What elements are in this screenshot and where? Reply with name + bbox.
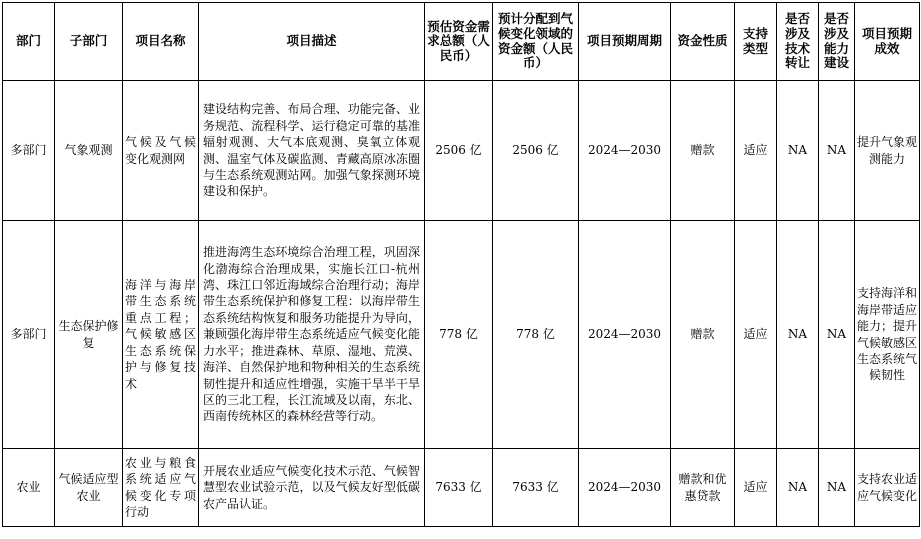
table-row — [3, 221, 920, 449]
header-row — [3, 3, 920, 81]
cell-project-description: 开展农业适应气候变化技术示范、气候智慧型农业试验示范，以及气候友好型低碳农产品认证。 — [199, 449, 425, 527]
cell-funding-nature: 赠款和优惠贷款 — [671, 449, 735, 527]
table-row — [3, 449, 920, 527]
cell-project-name: 气候及气候变化观测网 — [123, 81, 199, 221]
header-capacity-building: 是否涉及能力建设 — [819, 3, 855, 81]
cell-capacity-building: NA — [819, 221, 855, 449]
cell-tech-transfer: NA — [777, 81, 819, 221]
header-project-name: 项目名称 — [123, 3, 199, 81]
cell-project-name: 海洋与海岸带生态系统重点工程；气候敏感区生态系统保护与修复技术 — [123, 221, 199, 449]
cell-climate-funding: 2506 亿 — [493, 81, 579, 221]
cell-support-type: 适应 — [735, 81, 777, 221]
cell-period: 2024—2030 — [579, 449, 671, 527]
cell-dept: 农业 — [3, 449, 55, 527]
header-subdept: 子部门 — [55, 3, 123, 81]
cell-support-type: 适应 — [735, 449, 777, 527]
header-funding-nature: 资金性质 — [671, 3, 735, 81]
header-expected-outcome: 项目预期成效 — [855, 3, 920, 81]
cell-expected-outcome: 支持海洋和海岸带适应能力；提升气候敏感区生态系统气候韧性 — [855, 221, 920, 449]
table-row — [3, 81, 920, 221]
cell-climate-funding: 778 亿 — [493, 221, 579, 449]
cell-period: 2024—2030 — [579, 221, 671, 449]
header-total-funding: 预估资金需求总额（人民币） — [425, 3, 493, 81]
cell-tech-transfer: NA — [777, 221, 819, 449]
cell-climate-funding: 7633 亿 — [493, 449, 579, 527]
cell-subdept: 气象观测 — [55, 81, 123, 221]
cell-dept: 多部门 — [3, 81, 55, 221]
cell-tech-transfer: NA — [777, 449, 819, 527]
header-project-description: 项目描述 — [199, 3, 425, 81]
header-support-type: 支持类型 — [735, 3, 777, 81]
cell-funding-nature: 赠款 — [671, 221, 735, 449]
cell-period: 2024—2030 — [579, 81, 671, 221]
climate-finance-table — [2, 2, 920, 527]
cell-support-type: 适应 — [735, 221, 777, 449]
cell-dept: 多部门 — [3, 221, 55, 449]
header-climate-funding: 预计分配到气候变化领域的资金额（人民币） — [493, 3, 579, 81]
cell-subdept: 生态保护修复 — [55, 221, 123, 449]
cell-expected-outcome: 支持农业适应气候变化 — [855, 449, 920, 527]
cell-total-funding: 7633 亿 — [425, 449, 493, 527]
cell-project-description: 推进海湾生态环境综合治理工程，巩固深化渤海综合治理成果，实施长江口-杭州湾、珠江口邻近海域综合治理行动；海岸带生态系统保护和修复工程：以海岸带生态系统结构恢复和服务功能提升为导向，兼顾强化海岸带生态系统适应气候变化能力水平；推进森林、草原、湿地、荒漠、海洋、自然保护地和物种相关的生态系统韧性提升和适应性增强，实施干旱半干旱区的三北工程，长江流域及以南，东北、西南传统林区的森林经营等行动。 — [199, 221, 425, 449]
cell-total-funding: 778 亿 — [425, 221, 493, 449]
header-dept: 部门 — [3, 3, 55, 81]
cell-capacity-building: NA — [819, 449, 855, 527]
cell-subdept: 气候适应型农业 — [55, 449, 123, 527]
cell-expected-outcome: 提升气象观测能力 — [855, 81, 920, 221]
cell-project-description: 建设结构完善、布局合理、功能完备、业务规范、流程科学、运行稳定可靠的基准辐射观测、大气本底观测、臭氧立体观测、温室气体及碳监测、青藏高原冰冻圈与生态系统观测站网。加强气象探测环境建设和保护。 — [199, 81, 425, 221]
cell-project-name: 农业与粮食系统适应气候变化专项行动 — [123, 449, 199, 527]
cell-capacity-building: NA — [819, 81, 855, 221]
header-period: 项目预期周期 — [579, 3, 671, 81]
cell-funding-nature: 赠款 — [671, 81, 735, 221]
cell-total-funding: 2506 亿 — [425, 81, 493, 221]
header-tech-transfer: 是否涉及技术转让 — [777, 3, 819, 81]
